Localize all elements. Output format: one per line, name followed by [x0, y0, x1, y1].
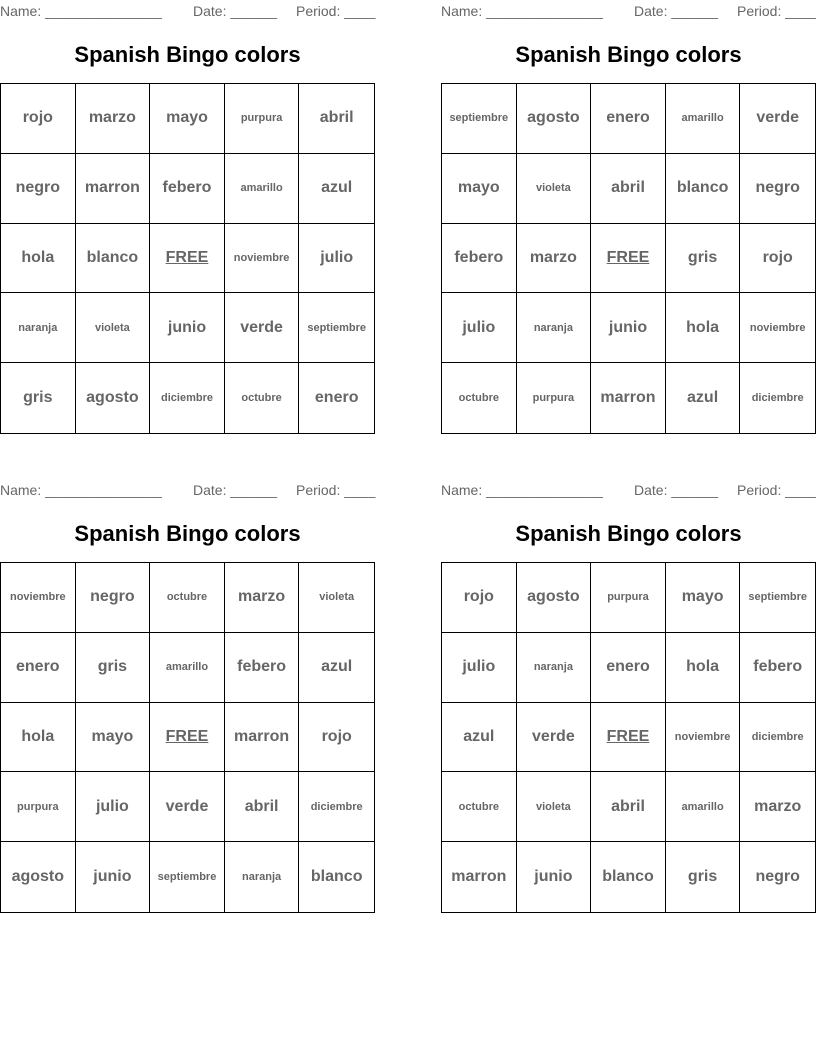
date-field-label: Date: ______	[193, 3, 278, 19]
bingo-cell-word: agosto	[86, 389, 139, 407]
bingo-cell	[517, 563, 592, 633]
student-info-header	[441, 482, 816, 498]
bingo-card-3	[0, 479, 375, 914]
bingo-cell-word: diciembre	[751, 730, 804, 743]
bingo-cell	[225, 154, 300, 224]
bingo-cell-word: gris	[687, 868, 718, 886]
bingo-cell	[666, 84, 741, 154]
bingo-cell	[517, 224, 592, 294]
bingo-cell-word: agosto	[11, 868, 65, 886]
bingo-cell-word: naranja	[533, 661, 573, 674]
bingo-cell-word: febero	[162, 179, 212, 197]
bingo-cell-word: naranja	[533, 321, 573, 334]
bingo-cell	[1, 842, 76, 912]
bingo-cell-word: febero	[753, 658, 803, 676]
bingo-cell-word: septiembre	[449, 112, 509, 125]
bingo-cell	[591, 84, 666, 154]
bingo-cell-word: rojo	[762, 248, 793, 266]
bingo-cell-word: abril	[611, 179, 645, 197]
bingo-cell	[225, 224, 300, 294]
bingo-cell-word: hola	[21, 727, 55, 745]
bingo-cell	[1, 363, 76, 433]
bingo-cell-word: violeta	[94, 321, 130, 334]
bingo-cell	[150, 154, 225, 224]
bingo-cell-word: negro	[15, 179, 61, 197]
bingo-cell-word: FREE	[165, 727, 209, 745]
bingo-cell	[150, 563, 225, 633]
bingo-cell-word: azul	[321, 179, 353, 197]
student-info-header	[0, 482, 380, 498]
card-title: Spanish Bingo colors	[74, 42, 301, 67]
bingo-cell	[225, 633, 300, 703]
bingo-cell-word: mayo	[91, 727, 134, 745]
student-info-header	[0, 3, 380, 19]
bingo-cell	[517, 772, 592, 842]
bingo-cell-word: gris	[687, 248, 718, 266]
bingo-cell-word: violeta	[319, 591, 355, 604]
bingo-cell	[442, 563, 517, 633]
bingo-cell-word: noviembre	[749, 321, 806, 334]
bingo-cell	[76, 703, 151, 773]
bingo-cell-word: marron	[234, 727, 290, 745]
bingo-grid	[441, 562, 816, 913]
bingo-cell	[740, 842, 815, 912]
bingo-grid	[0, 83, 375, 434]
bingo-cell-word: septiembre	[748, 591, 808, 604]
bingo-cell-word: febero	[237, 658, 287, 676]
period-field-label: Period: ____	[296, 3, 376, 19]
bingo-cell-word: julio	[320, 248, 354, 266]
bingo-cell	[76, 633, 151, 703]
bingo-cell	[591, 842, 666, 912]
bingo-cell	[517, 84, 592, 154]
bingo-card-1	[0, 0, 375, 435]
bingo-cell-word: hola	[686, 318, 720, 336]
bingo-cell	[666, 772, 741, 842]
bingo-cell-word: enero	[606, 109, 650, 127]
bingo-cell-word: abril	[319, 109, 354, 127]
date-field-label: Date: ______	[634, 482, 719, 498]
bingo-cell	[740, 363, 815, 433]
bingo-cell	[299, 293, 374, 363]
bingo-cell	[299, 84, 374, 154]
bingo-cell-word: noviembre	[9, 591, 66, 604]
card-title: Spanish Bingo colors	[515, 521, 742, 546]
bingo-cell	[1, 633, 76, 703]
bingo-cell	[666, 154, 741, 224]
bingo-cell-word: enero	[606, 658, 650, 676]
bingo-cell	[666, 224, 741, 294]
bingo-cell-word: blanco	[310, 868, 363, 886]
bingo-cell-word: verde	[756, 109, 800, 127]
bingo-cell-word: amarillo	[681, 112, 724, 125]
bingo-cell-word: amarillo	[165, 661, 209, 674]
card-title: Spanish Bingo colors	[74, 521, 301, 546]
bingo-cell-word: marzo	[88, 109, 136, 127]
bingo-cell	[740, 224, 815, 294]
bingo-cell-word: azul	[687, 389, 719, 407]
bingo-cell-word: hola	[686, 658, 720, 676]
bingo-cell	[442, 224, 517, 294]
bingo-cell	[150, 293, 225, 363]
bingo-cell	[1, 703, 76, 773]
bingo-cell-word: abril	[611, 797, 645, 815]
bingo-cell	[150, 772, 225, 842]
bingo-cell	[76, 154, 151, 224]
date-field-label: Date: ______	[193, 482, 278, 498]
period-field-label: Period: ____	[737, 3, 816, 19]
bingo-cell-word: enero	[314, 389, 359, 407]
bingo-cell	[740, 772, 815, 842]
bingo-cell-word: marzo	[529, 248, 577, 266]
bingo-cell-word: diciembre	[310, 800, 363, 813]
bingo-cell	[76, 363, 151, 433]
name-field-label: Name: _______________	[441, 482, 603, 498]
bingo-cell	[591, 293, 666, 363]
name-field-label: Name: _______________	[0, 3, 162, 19]
bingo-cell-word: violeta	[535, 800, 571, 813]
bingo-cell-word: julio	[462, 658, 496, 676]
bingo-grid	[0, 562, 375, 913]
bingo-cell	[1, 224, 76, 294]
bingo-cell-word: purpura	[240, 112, 283, 125]
bingo-cell-word: hola	[21, 248, 55, 266]
bingo-cell-word: FREE	[606, 248, 650, 266]
bingo-cell-word: octubre	[458, 392, 499, 405]
bingo-cell-word: negro	[755, 868, 800, 886]
bingo-cell-word: purpura	[17, 800, 59, 813]
bingo-cell-word: febero	[454, 248, 504, 266]
bingo-cell	[299, 842, 374, 912]
bingo-cell-word: naranja	[242, 871, 282, 884]
bingo-cell-word: verde	[240, 318, 283, 336]
bingo-cell-word: gris	[97, 658, 128, 676]
bingo-cell	[442, 633, 517, 703]
bingo-cell	[740, 84, 815, 154]
bingo-cell-word: verde	[532, 727, 575, 745]
bingo-cell	[225, 703, 300, 773]
bingo-cell	[76, 224, 151, 294]
bingo-cell-word: marzo	[238, 588, 286, 606]
bingo-cell-word: agosto	[527, 588, 580, 606]
bingo-cell	[591, 154, 666, 224]
bingo-cell-word: purpura	[607, 591, 649, 604]
free-space-cell	[591, 224, 666, 294]
bingo-cell-word: julio	[95, 797, 129, 815]
bingo-cell	[76, 293, 151, 363]
bingo-cell	[442, 154, 517, 224]
bingo-cell	[150, 363, 225, 433]
bingo-cell-word: negro	[90, 588, 135, 606]
bingo-cell	[517, 154, 592, 224]
bingo-cell-word: septiembre	[157, 871, 217, 884]
bingo-cell-word: noviembre	[233, 251, 290, 264]
bingo-cell-word: blanco	[676, 179, 729, 197]
bingo-cell	[299, 703, 374, 773]
bingo-cell	[591, 563, 666, 633]
date-field-label: Date: ______	[634, 3, 719, 19]
bingo-cell-word: noviembre	[674, 730, 731, 743]
bingo-cell	[517, 633, 592, 703]
bingo-cell-word: enero	[16, 658, 60, 676]
bingo-card-4	[441, 479, 816, 914]
free-space-cell	[591, 703, 666, 773]
bingo-cell-word: marzo	[754, 797, 802, 815]
bingo-cell-word: gris	[23, 389, 53, 407]
bingo-cell	[150, 633, 225, 703]
student-info-header	[441, 3, 816, 19]
bingo-cell	[666, 633, 741, 703]
free-space-cell	[150, 224, 225, 294]
bingo-cell	[740, 154, 815, 224]
bingo-cell	[299, 154, 374, 224]
bingo-cell	[150, 84, 225, 154]
bingo-cell-word: mayo	[166, 109, 208, 127]
bingo-cell-word: abril	[244, 797, 279, 815]
bingo-cell	[225, 84, 300, 154]
bingo-cell	[299, 772, 374, 842]
bingo-cell-word: amarillo	[240, 182, 283, 195]
bingo-cell-word: negro	[755, 179, 800, 197]
bingo-cell-word: junio	[93, 868, 132, 886]
bingo-cell-word: rojo	[321, 727, 352, 745]
bingo-cell	[225, 363, 300, 433]
bingo-cell	[299, 563, 374, 633]
bingo-cell-word: naranja	[18, 321, 58, 334]
bingo-cell	[225, 563, 300, 633]
bingo-cell-word: junio	[167, 318, 207, 336]
bingo-cell	[299, 633, 374, 703]
bingo-cell	[666, 563, 741, 633]
bingo-cell	[442, 772, 517, 842]
bingo-cell	[76, 84, 151, 154]
bingo-cell	[76, 563, 151, 633]
bingo-cell	[225, 293, 300, 363]
bingo-cell	[225, 842, 300, 912]
period-field-label: Period: ____	[737, 482, 816, 498]
free-space-cell	[150, 703, 225, 773]
bingo-cell	[299, 224, 374, 294]
bingo-cell	[1, 154, 76, 224]
bingo-cell-word: mayo	[681, 588, 724, 606]
bingo-cell-word: rojo	[463, 588, 494, 606]
bingo-cell	[76, 842, 151, 912]
bingo-card-2	[441, 0, 816, 435]
bingo-cell	[666, 703, 741, 773]
bingo-cell	[442, 293, 517, 363]
bingo-cell	[76, 772, 151, 842]
bingo-cell	[591, 772, 666, 842]
bingo-cell	[517, 363, 592, 433]
bingo-cell-word: mayo	[457, 179, 500, 197]
bingo-cell-word: violeta	[535, 182, 571, 195]
bingo-cell	[1, 293, 76, 363]
bingo-cell	[225, 772, 300, 842]
bingo-grid	[441, 83, 816, 434]
bingo-cell-word: blanco	[602, 868, 654, 886]
card-title: Spanish Bingo colors	[515, 42, 742, 67]
bingo-cell-word: purpura	[532, 392, 575, 405]
bingo-cell-word: rojo	[22, 109, 53, 127]
bingo-cell	[666, 293, 741, 363]
bingo-cell-word: amarillo	[681, 800, 724, 813]
bingo-cell-word: diciembre	[161, 392, 213, 405]
bingo-cell	[442, 84, 517, 154]
bingo-cell	[517, 293, 592, 363]
bingo-cell-word: diciembre	[751, 392, 804, 405]
bingo-cell-word: octubre	[241, 392, 282, 405]
bingo-cell	[1, 772, 76, 842]
bingo-cell-word: azul	[463, 727, 495, 745]
bingo-cell	[591, 363, 666, 433]
bingo-cell	[666, 363, 741, 433]
bingo-cell-word: junio	[608, 318, 648, 336]
bingo-cell-word: septiembre	[307, 321, 367, 334]
bingo-cell	[517, 703, 592, 773]
bingo-cell-word: marron	[451, 868, 507, 886]
bingo-cell	[666, 842, 741, 912]
bingo-cell	[740, 293, 815, 363]
bingo-cell-word: marron	[84, 179, 140, 197]
bingo-cell	[517, 842, 592, 912]
name-field-label: Name: _______________	[441, 3, 603, 19]
bingo-cell-word: junio	[534, 868, 573, 886]
bingo-cell-word: julio	[462, 318, 496, 336]
period-field-label: Period: ____	[296, 482, 376, 498]
bingo-cell	[442, 363, 517, 433]
bingo-cell	[740, 563, 815, 633]
bingo-cell	[740, 633, 815, 703]
bingo-cell-word: FREE	[165, 248, 209, 266]
name-field-label: Name: _______________	[0, 482, 162, 498]
bingo-cell	[150, 842, 225, 912]
bingo-cell	[442, 703, 517, 773]
bingo-cell	[1, 563, 76, 633]
bingo-cell	[591, 633, 666, 703]
bingo-cell-word: azul	[321, 658, 353, 676]
bingo-cell-word: octubre	[166, 591, 208, 604]
bingo-cell-word: FREE	[606, 727, 650, 745]
bingo-cell	[299, 363, 374, 433]
bingo-cell-word: octubre	[458, 800, 499, 813]
bingo-cell	[1, 84, 76, 154]
bingo-cell-word: marron	[600, 389, 656, 407]
bingo-cell-word: blanco	[86, 248, 139, 266]
bingo-cell-word: agosto	[527, 109, 580, 127]
bingo-cell	[740, 703, 815, 773]
bingo-cell-word: verde	[165, 797, 209, 815]
bingo-cell	[442, 842, 517, 912]
